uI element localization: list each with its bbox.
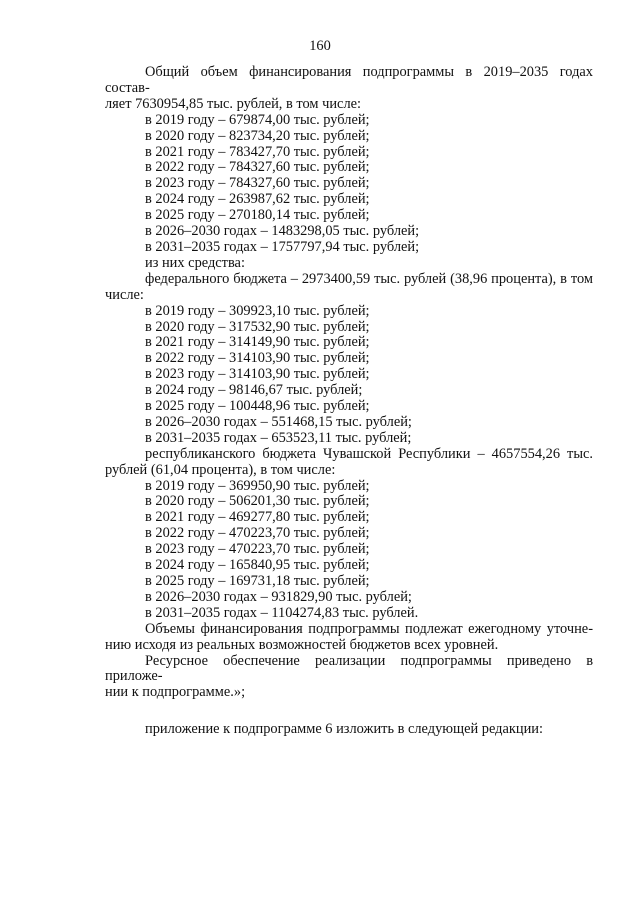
republic-item: в 2024 году – 165840,95 тыс. рублей; — [145, 557, 370, 574]
total-item: в 2023 году – 784327,60 тыс. рублей; — [145, 175, 370, 192]
intro-line-2: ляет 7630954,85 тыс. рублей, в том числе: — [105, 95, 362, 112]
intro-line-1: Общий объем финансирования подпрограммы в 2019–2035 годах состав- — [105, 64, 593, 96]
total-item: в 2024 году – 263987,62 тыс. рублей; — [145, 191, 370, 208]
total-item: в 2019 году – 679874,00 тыс. рублей; — [145, 111, 370, 128]
paragraph-gap — [105, 701, 593, 722]
federal-item: в 2019 году – 309923,10 тыс. рублей; — [145, 302, 370, 319]
republic-item: в 2019 году – 369950,90 тыс. рублей; — [145, 477, 370, 494]
federal-item: в 2020 году – 317532,90 тыс. рублей; — [145, 318, 370, 335]
republic-line-2: рублей (61,04 процента), в том числе: — [105, 461, 336, 478]
resource-line-1: Ресурсное обеспечение реализации подпрограммы приведено в приложе- — [105, 652, 593, 685]
of-them-label: из них средства: — [145, 254, 245, 271]
total-list — [105, 113, 593, 256]
total-item: в 2020 году – 823734,20 тыс. рублей; — [145, 127, 370, 144]
republic-item: в 2026–2030 годах – 931829,90 тыс. рублей; — [145, 588, 412, 605]
total-item: в 2031–2035 годах – 1757797,94 тыс. рублей; — [145, 238, 420, 255]
federal-item: в 2023 году – 314103,90 тыс. рублей; — [145, 366, 370, 383]
republic-list — [105, 479, 593, 622]
republic-item: в 2025 году – 169731,18 тыс. рублей; — [145, 573, 370, 589]
federal-item: в 2031–2035 годах – 653523,11 тыс. рублей; — [145, 429, 412, 446]
total-item: в 2025 году – 270180,14 тыс. рублей; — [145, 207, 370, 224]
total-item: в 2026–2030 годах – 1483298,05 тыс. рублей; — [145, 223, 420, 240]
total-item: в 2022 году – 784327,60 тыс. рублей; — [145, 159, 370, 176]
republic-item: в 2022 году – 470223,70 тыс. рублей; — [145, 525, 370, 542]
republic-item: в 2020 году – 506201,30 тыс. рублей; — [145, 493, 370, 510]
federal-item: в 2025 году – 100448,96 тыс. рублей; — [145, 398, 370, 415]
federal-item: в 2021 году – 314149,90 тыс. рублей; — [145, 334, 370, 351]
federal-item: в 2026–2030 годах – 551468,15 тыс. рублей; — [145, 413, 412, 430]
clarify-line-2: нию исходя из реальных возможностей бюджетов всех уровней. — [105, 636, 499, 653]
clarify-line-1: Объемы финансирования подпрограммы подлежат ежегодному уточне- — [145, 620, 593, 637]
federal-item: в 2024 году – 98146,67 тыс. рублей; — [145, 382, 363, 399]
total-item: в 2021 году – 783427,70 тыс. рублей; — [145, 143, 370, 160]
republic-line-1: республиканского бюджета Чувашской Республики – 4657554,26 тыс. — [145, 445, 593, 462]
final-instruction: приложение к подпрограмме 6 изложить в следующей редакции: — [145, 721, 543, 738]
federal-line-1: федерального бюджета – 2973400,59 тыс. рублей (38,96 процента), в том — [145, 270, 593, 287]
document-body — [105, 65, 593, 738]
republic-item: в 2021 году – 469277,80 тыс. рублей; — [145, 509, 370, 526]
resource-line-2: нии к подпрограмме.»; — [105, 684, 246, 701]
federal-list — [105, 304, 593, 447]
page-number: 160 — [309, 38, 331, 54]
republic-item: в 2023 году – 470223,70 тыс. рублей; — [145, 541, 370, 558]
republic-item: в 2031–2035 годах – 1104274,83 тыс. рублей. — [145, 604, 419, 621]
federal-line-2: числе: — [105, 286, 144, 303]
federal-item: в 2022 году – 314103,90 тыс. рублей; — [145, 350, 370, 367]
